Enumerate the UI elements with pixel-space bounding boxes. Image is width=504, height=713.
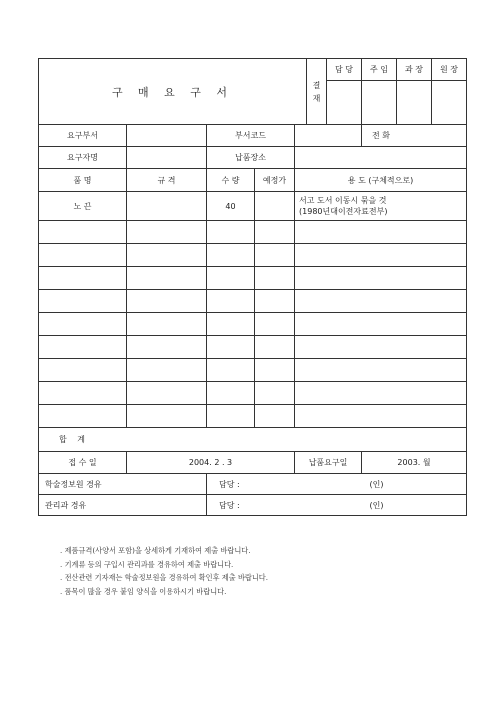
routing-label-1: 학술정보원 경유 — [39, 474, 207, 495]
delivery-req-label: 납품요구일 — [295, 452, 362, 474]
table-row — [39, 405, 467, 428]
receipt-date[interactable]: 2004. 2 . 3 — [127, 452, 295, 474]
item-spec[interactable] — [127, 290, 207, 313]
receipt-label: 접 수 일 — [39, 452, 127, 474]
item-purpose[interactable] — [295, 359, 467, 382]
item-qty[interactable] — [207, 313, 255, 336]
item-spec[interactable] — [127, 336, 207, 359]
routing-label-2: 관리과 경유 — [39, 495, 207, 516]
item-purpose[interactable] — [295, 405, 467, 428]
dept-value[interactable] — [127, 125, 207, 147]
item-qty[interactable]: 40 — [207, 192, 255, 221]
item-price[interactable] — [255, 221, 295, 244]
table-row — [39, 244, 467, 267]
item-name[interactable] — [39, 405, 127, 428]
notes — [60, 544, 480, 598]
note-2: . 기계류 등의 구입시 관리과를 경유하여 제출 바랍니다. — [60, 559, 234, 569]
item-price[interactable] — [255, 267, 295, 290]
item-purpose[interactable] — [295, 267, 467, 290]
col-header-name: 품 명 — [39, 169, 127, 192]
item-purpose[interactable] — [295, 336, 467, 359]
note-4: . 품목이 많을 경우 붙임 양식을 이용하시기 바랍니다. — [60, 586, 227, 596]
item-qty[interactable] — [207, 221, 255, 244]
item-name[interactable] — [39, 221, 127, 244]
col-header-spec: 규 격 — [127, 169, 207, 192]
item-name[interactable]: 노 끈 — [39, 192, 127, 221]
approval-role-2: 주 임 — [362, 59, 397, 81]
item-spec[interactable] — [127, 359, 207, 382]
approval-role-3: 과 장 — [397, 59, 432, 81]
item-price[interactable] — [255, 244, 295, 267]
approval-role-1: 담 당 — [327, 59, 362, 81]
routing-sign-label-1: 담당 : — [207, 474, 362, 495]
table-row — [39, 313, 467, 336]
item-price[interactable] — [255, 192, 295, 221]
col-header-qty: 수 량 — [207, 169, 255, 192]
delivery-req-value[interactable]: 2003. 월 — [362, 452, 467, 474]
item-spec[interactable] — [127, 405, 207, 428]
approval-label-cell — [307, 59, 327, 125]
item-purpose[interactable] — [295, 290, 467, 313]
item-qty[interactable] — [207, 405, 255, 428]
item-purpose[interactable] — [295, 244, 467, 267]
item-spec[interactable] — [127, 244, 207, 267]
item-qty[interactable] — [207, 244, 255, 267]
item-purpose[interactable] — [295, 221, 467, 244]
routing-sign-label-2: 담당 : — [207, 495, 362, 516]
dept-code-value[interactable] — [295, 125, 362, 147]
requester-value[interactable] — [127, 147, 207, 169]
item-price[interactable] — [255, 313, 295, 336]
total-label: 합 계 — [39, 428, 467, 452]
item-qty[interactable] — [207, 336, 255, 359]
approval-role-4: 원 장 — [432, 59, 467, 81]
table-row — [39, 336, 467, 359]
approval-sign-2[interactable] — [362, 81, 397, 125]
table-row — [39, 192, 467, 221]
item-name[interactable] — [39, 267, 127, 290]
col-header-price: 예정가 — [255, 169, 295, 192]
item-name[interactable] — [39, 244, 127, 267]
item-spec[interactable] — [127, 221, 207, 244]
routing-seal-1[interactable]: (인) — [362, 474, 467, 495]
approval-sign-4[interactable] — [432, 81, 467, 125]
header-table — [38, 58, 467, 125]
item-price[interactable] — [255, 405, 295, 428]
item-spec[interactable] — [127, 192, 207, 221]
item-spec[interactable] — [127, 382, 207, 405]
item-spec[interactable] — [127, 313, 207, 336]
item-purpose-line-1: 서고 도서 이동시 묶을 것 — [299, 196, 387, 205]
item-purpose-line-2: (1980년대이전자료전부) — [299, 207, 388, 216]
page-title-cell — [39, 59, 307, 125]
item-price[interactable] — [255, 290, 295, 313]
item-qty[interactable] — [207, 290, 255, 313]
phone-cell[interactable] — [362, 125, 467, 147]
item-purpose[interactable] — [295, 192, 467, 221]
page-title: 구 매 요 구 서 — [111, 85, 234, 99]
delivery-place-value[interactable] — [295, 147, 467, 169]
dept-label: 요구부서 — [39, 125, 127, 147]
item-name[interactable] — [39, 336, 127, 359]
requester-label: 요구자명 — [39, 147, 127, 169]
item-price[interactable] — [255, 359, 295, 382]
item-name[interactable] — [39, 359, 127, 382]
note-1: . 제품규격(사양서 포함)을 상세하게 기재하여 제출 바랍니다. — [60, 546, 251, 555]
approval-sign-3[interactable] — [397, 81, 432, 125]
item-purpose[interactable] — [295, 382, 467, 405]
item-name[interactable] — [39, 290, 127, 313]
item-name[interactable] — [39, 313, 127, 336]
item-qty[interactable] — [207, 267, 255, 290]
table-row — [39, 267, 467, 290]
item-qty[interactable] — [207, 359, 255, 382]
delivery-place-label: 납품장소 — [207, 147, 295, 169]
note-3: . 전산관련 기자재는 학술정보원을 경유하여 확인후 제출 바랍니다. — [60, 573, 269, 582]
item-spec[interactable] — [127, 267, 207, 290]
item-qty[interactable] — [207, 382, 255, 405]
item-purpose[interactable] — [295, 313, 467, 336]
approval-sign-1[interactable] — [327, 81, 362, 125]
routing-seal-2[interactable]: (인) — [362, 495, 467, 516]
col-header-purpose: 용 도 (구체적으로) — [295, 169, 467, 192]
phone-label: 전 화 — [372, 131, 391, 140]
item-name[interactable] — [39, 382, 127, 405]
form-table — [38, 124, 467, 516]
table-row — [39, 221, 467, 244]
dept-code-label: 부서코드 — [207, 125, 295, 147]
approval-label: 결 재 — [312, 80, 321, 103]
item-price[interactable] — [255, 382, 295, 405]
table-row — [39, 359, 467, 382]
table-row — [39, 290, 467, 313]
item-price[interactable] — [255, 336, 295, 359]
table-row — [39, 382, 467, 405]
